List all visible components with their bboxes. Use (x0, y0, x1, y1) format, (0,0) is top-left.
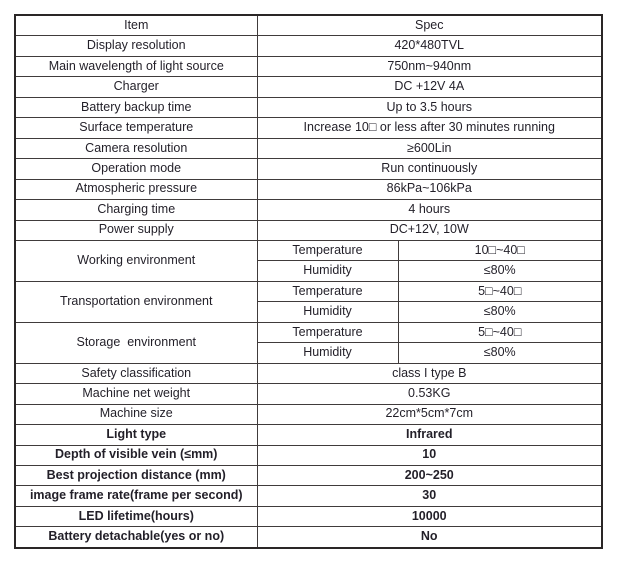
row-spec-cell: 200~250 (257, 465, 602, 485)
table-row (15, 118, 602, 138)
row-spec-cell: 0.53KG (257, 384, 602, 404)
env-item-cell: Transportation environment (15, 281, 257, 322)
env-sub-label-cell: Humidity (257, 343, 398, 363)
table-row (15, 138, 602, 158)
table-row (15, 159, 602, 179)
row-item-cell: Machine size (15, 404, 257, 424)
env-sub-label-cell: Humidity (257, 261, 398, 281)
row-item-cell: Light type (15, 425, 257, 445)
env-item-cell: Storage environment (15, 322, 257, 363)
env-group-row (15, 241, 602, 261)
table-row-bold (15, 506, 602, 526)
row-spec-cell: ≥600Lin (257, 138, 602, 158)
row-spec-cell: 10000 (257, 506, 602, 526)
row-item-cell: Best projection distance (mm) (15, 465, 257, 485)
env-sub-label-cell: Temperature (257, 322, 398, 342)
env-sub-value-cell: ≤80% (398, 302, 602, 322)
row-item-cell: Camera resolution (15, 138, 257, 158)
row-spec-cell: Run continuously (257, 159, 602, 179)
row-spec-cell: 22cm*5cm*7cm (257, 404, 602, 424)
row-item-cell: Machine net weight (15, 384, 257, 404)
row-spec-cell: Increase 10□ or less after 30 minutes running (257, 118, 602, 138)
row-spec-cell: DC +12V 4A (257, 77, 602, 97)
spec-table (14, 14, 603, 549)
row-spec-cell: 750nm~940nm (257, 56, 602, 76)
table-row (15, 36, 602, 56)
table-header-row (15, 15, 602, 36)
row-item-cell: Depth of visible vein (≤mm) (15, 445, 257, 465)
header-spec-cell: Spec (257, 15, 602, 36)
row-spec-cell: 30 (257, 486, 602, 506)
row-spec-cell: 420*480TVL (257, 36, 602, 56)
row-item-cell: Operation mode (15, 159, 257, 179)
env-sub-label-cell: Temperature (257, 281, 398, 301)
table-row-bold (15, 527, 602, 548)
table-row (15, 200, 602, 220)
row-spec-cell: 86kPa~106kPa (257, 179, 602, 199)
row-item-cell: Main wavelength of light source (15, 56, 257, 76)
table-row (15, 363, 602, 383)
env-sub-label-cell: Humidity (257, 302, 398, 322)
env-sub-value-cell: ≤80% (398, 343, 602, 363)
env-sub-value-cell: 10□~40□ (398, 241, 602, 261)
table-row (15, 97, 602, 117)
row-item-cell: Surface temperature (15, 118, 257, 138)
table-row (15, 56, 602, 76)
env-item-cell: Working environment (15, 241, 257, 282)
row-item-cell: Atmospheric pressure (15, 179, 257, 199)
row-spec-cell: class I type B (257, 363, 602, 383)
row-item-cell: Battery detachable(yes or no) (15, 527, 257, 548)
row-spec-cell: Up to 3.5 hours (257, 97, 602, 117)
row-item-cell: LED lifetime(hours) (15, 506, 257, 526)
table-row-bold (15, 486, 602, 506)
row-item-cell: image frame rate(frame per second) (15, 486, 257, 506)
row-spec-cell: 4 hours (257, 200, 602, 220)
row-item-cell: Power supply (15, 220, 257, 240)
env-sub-label-cell: Temperature (257, 241, 398, 261)
env-sub-value-cell: ≤80% (398, 261, 602, 281)
table-row-bold (15, 465, 602, 485)
row-spec-cell: No (257, 527, 602, 548)
row-item-cell: Charging time (15, 200, 257, 220)
table-row-bold (15, 425, 602, 445)
table-row (15, 404, 602, 424)
table-row (15, 384, 602, 404)
row-spec-cell: Infrared (257, 425, 602, 445)
row-item-cell: Display resolution (15, 36, 257, 56)
env-sub-value-cell: 5□~40□ (398, 322, 602, 342)
row-spec-cell: 10 (257, 445, 602, 465)
row-item-cell: Charger (15, 77, 257, 97)
header-item-cell: Item (15, 15, 257, 36)
env-sub-value-cell: 5□~40□ (398, 281, 602, 301)
env-group-row (15, 281, 602, 301)
row-item-cell: Safety classification (15, 363, 257, 383)
row-item-cell: Battery backup time (15, 97, 257, 117)
table-row (15, 220, 602, 240)
table-row-bold (15, 445, 602, 465)
table-row (15, 179, 602, 199)
env-group-row (15, 322, 602, 342)
row-spec-cell: DC+12V, 10W (257, 220, 602, 240)
table-row (15, 77, 602, 97)
